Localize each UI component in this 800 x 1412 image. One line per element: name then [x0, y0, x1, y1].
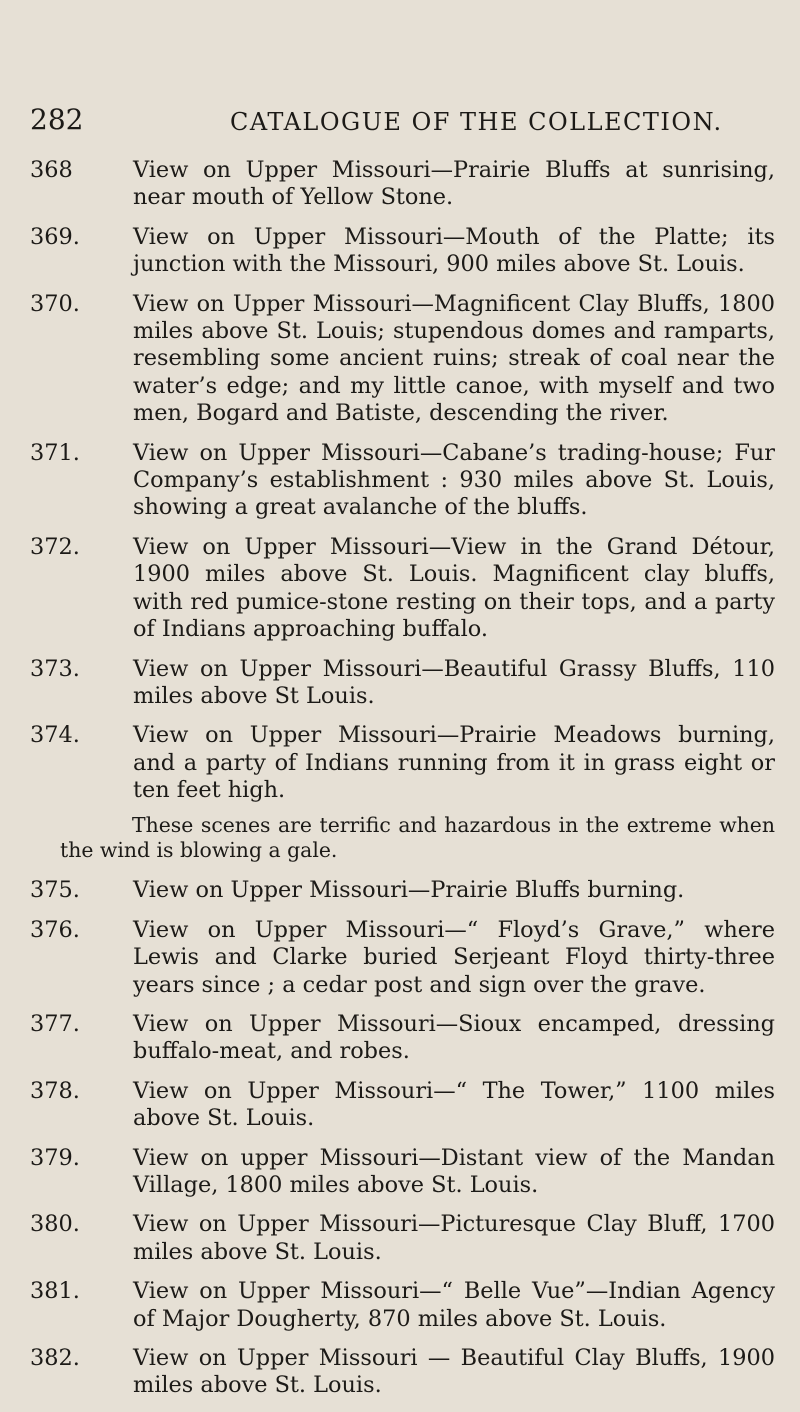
entry-number: 372.: [30, 533, 80, 560]
entry-number: 376.: [30, 916, 80, 943]
entry-number: 373.: [30, 655, 80, 682]
catalogue-entry: [30, 722, 775, 804]
entry-text: View on Upper Missouri—“ Belle Vue”—Indian Agency of Major Dougherty, 870 miles above St. Louis.: [133, 1278, 775, 1332]
catalogue-entry: [30, 1078, 775, 1133]
catalogue-entry: [30, 656, 775, 711]
entry-number: 377.: [30, 1010, 80, 1037]
entry-text: View on Upper Missouri—View in the Grand Détour, 1900 miles above St. Louis. Magnificent clay bluffs, with red pumice-stone resting on their tops, and a party of Indians approaching buffalo.: [133, 533, 775, 643]
entry-text: View on Upper Missouri—“ Floyd’s Grave,” where Lewis and Clarke buried Serjeant Floyd thirty-three years since ; a cedar post and sign over the grave.: [133, 916, 775, 998]
entry-number: 368: [30, 157, 73, 183]
catalogue-entry: [30, 291, 775, 428]
catalogue-entry: [30, 1011, 775, 1066]
entry-number: 369.: [30, 223, 80, 250]
entry-text: View on Upper Missouri—Prairie Bluffs at sunrising, near mouth of Yellow Stone.: [133, 157, 775, 211]
catalogue-entry: [30, 1345, 775, 1400]
entry-text: View on upper Missouri—Distant view of the Mandan Village, 1800 miles above St. Louis.: [133, 1144, 775, 1198]
catalogue-entry: [30, 1211, 775, 1266]
entry-text: View on Upper Missouri—Sioux encamped, dressing buffalo-meat, and robes.: [133, 1010, 775, 1065]
catalogue-entry: [30, 224, 775, 279]
catalogue-entry: [30, 917, 775, 999]
entry-number: 380.: [30, 1211, 80, 1238]
entry-number: 379.: [30, 1144, 80, 1171]
editorial-note: These scenes are terrific and hazardous in the extreme when the wind is blowing a gale.: [60, 812, 775, 862]
catalogue-entry: [30, 440, 775, 522]
catalogue-entries: [30, 157, 775, 1412]
entry-text: View on Upper Missouri—Cabane’s trading-house; Fur Company’s establishment : 930 miles above St. Louis, showing a great avalanche of the bluffs.: [133, 439, 775, 521]
entry-number: 371.: [30, 439, 80, 466]
entry-text: View on Upper Missouri—Magnificent Clay Bluffs, 1800 miles above St. Louis; stupendous domes and ramparts, resembling some ancient ruins; streak of coal near the water’s edge; and my little canoe, with myself and two men, Bogard and Batiste, descending the river.: [133, 290, 775, 427]
entry-number: 374.: [30, 722, 80, 749]
running-head: CATALOGUE OF THE COLLECTION.: [230, 108, 723, 136]
entry-number: 378.: [30, 1077, 80, 1104]
catalogue-entry: [30, 157, 775, 212]
entry-text: View on Upper Missouri—Prairie Bluffs burning.: [133, 877, 685, 904]
catalogue-entry: [30, 877, 775, 904]
page-header: [30, 100, 770, 140]
entry-text: View on Upper Missouri—“ The Tower,” 1100 miles above St. Louis.: [133, 1077, 775, 1132]
entry-text: View on Upper Missouri—Prairie Meadows burning, and a party of Indians running from it in grass eight or ten feet high.: [133, 722, 775, 804]
entry-text: View on Upper Missouri—Picturesque Clay Bluff, 1700 miles above St. Louis.: [133, 1211, 775, 1265]
entry-text: View on Upper Missouri — Beautiful Clay Bluffs, 1900 miles above St. Louis.: [133, 1345, 775, 1399]
catalogue-entry: [30, 534, 775, 644]
entry-text: View on Upper Missouri—Beautiful Grassy Bluffs, 110 miles above St Louis.: [133, 655, 775, 709]
entry-text: View on Upper Missouri—Mouth of the Platte; its junction with the Missouri, 900 miles above St. Louis.: [133, 223, 775, 278]
entry-number: 382.: [30, 1345, 80, 1372]
entry-number: 375.: [30, 877, 80, 904]
catalogue-entry: [30, 1145, 775, 1200]
entry-number: 370.: [30, 290, 80, 317]
catalogue-entry: [30, 1278, 775, 1333]
page-number: 282: [30, 103, 84, 136]
entry-number: 381.: [30, 1278, 80, 1305]
